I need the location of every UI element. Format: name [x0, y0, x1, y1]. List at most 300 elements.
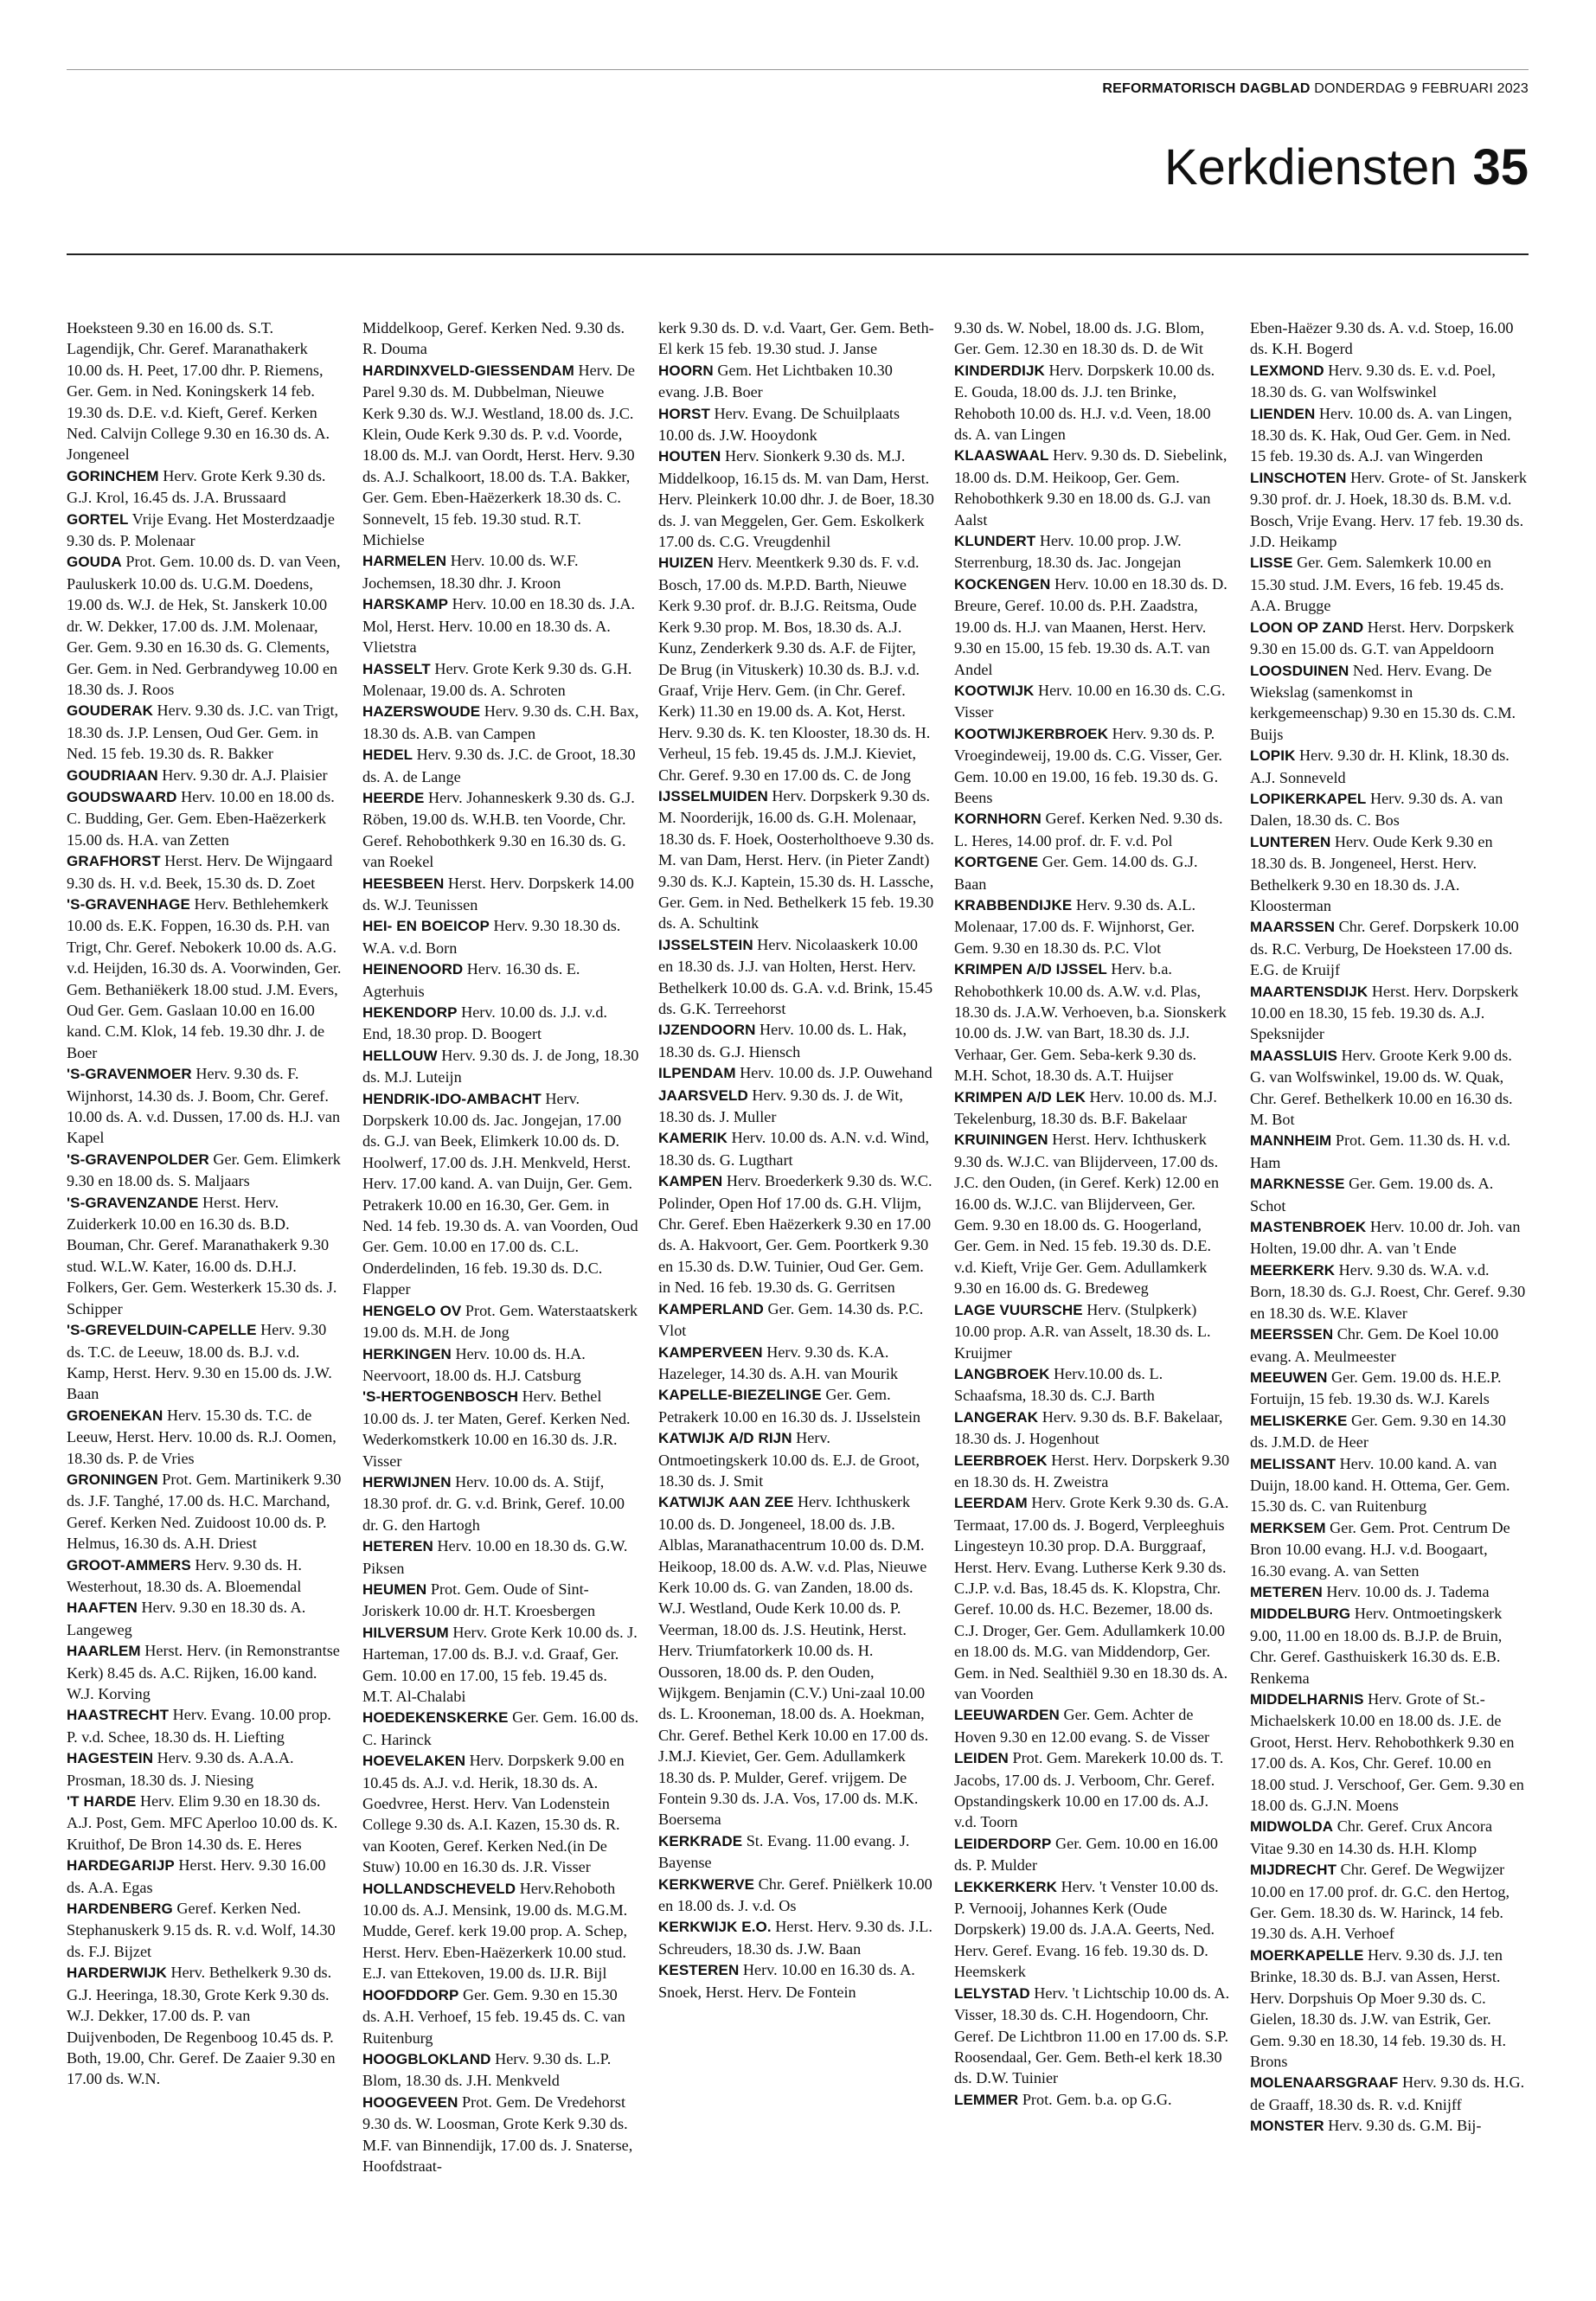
church-listing — [1250, 1945, 1527, 2072]
church-listing — [954, 445, 1231, 530]
church-listing — [954, 1747, 1231, 1833]
church-listing — [1250, 1130, 1527, 1173]
service-details: Herv. Bethel 10.00 ds. J. ter Maten, Geref. Kerken Ned. Wederkomstkerk 10.00 en 16.30 ds. J.R. Visser — [362, 1388, 631, 1470]
church-listing — [954, 1363, 1231, 1407]
service-details: Herv. Evang. De Schuilplaats 10.00 ds. J.W. Hooydonk — [658, 404, 901, 445]
church-listing — [67, 700, 343, 764]
service-details: Herv. 9.30 ds. J.C. van Trigt, 18.30 ds. J.P. Lensen, Oud Ger. Gem. in Ned. 15 feb. 19.30 ds. R. Bakker — [67, 702, 339, 763]
service-details: Herv. 9.30 ds. L.P. Blom, 18.30 ds. J.H. Menkveld — [362, 2049, 612, 2090]
place-name: KOOTWIJKERBROEK — [954, 725, 1109, 742]
place-name: MOLENAARSGRAAF — [1250, 2074, 1399, 2092]
place-name: MEERSSEN — [1250, 1326, 1334, 1343]
place-name: HILVERSUM — [362, 1624, 449, 1641]
place-name: KLAASWAAL — [954, 447, 1049, 465]
church-listing — [362, 1002, 639, 1045]
service-details: Herv. Dorpskerk 10.00 ds. E. Gouda, 18.00 ds. J.J. ten Brinke, Rehoboth 10.00 ds. H.J. v.d. Veen, 18.00 ds. A. van Lingen — [954, 361, 1215, 444]
service-details: Herv. 9.30 ds. G.M. Bij- — [1328, 2117, 1482, 2135]
place-name: IJZENDOORN — [658, 1022, 756, 1039]
service-details: Herv. 9.30 ds. F. Wijnhorst, 14.30 ds. J. Boom, Chr. Geref. 10.00 ds. A. v.d. Dussen, 17.00 ds. H.J. van Kapel — [67, 1065, 341, 1147]
service-details: Herst. Herv. 9.30 16.00 ds. A.A. Egas — [67, 1856, 326, 1896]
service-details: Ger. Gem. Elimkerk 9.30 en 18.00 ds. S. Maljaars — [67, 1150, 341, 1190]
column-5 — [1250, 317, 1527, 2290]
church-listing — [658, 1062, 935, 1084]
church-listing — [658, 1491, 935, 1830]
church-listing — [1250, 1859, 1527, 1945]
place-name: GOUDA — [67, 554, 122, 571]
church-listing — [658, 1019, 935, 1062]
service-details: Herv. Ontmoetingskerk 9.00, 11.00 en 18.00 ds. B.J.P. de Bruin, Chr. Geref. Gasthuiskerk 16.30 ds. E.B. Renkema — [1250, 1605, 1503, 1687]
place-name: 'S-GREVELDUIN-CAPELLE — [67, 1322, 257, 1339]
place-name: MOERKAPELLE — [1250, 1946, 1364, 1964]
place-name: LEERBROEK — [954, 1452, 1048, 1469]
service-details: Herv. De Parel 9.30 ds. M. Dubbelman, Nieuwe Kerk 9.30 ds. W.J. Westland, 18.00 ds. J.C. Klein, Oude Kerk 9.30 ds. P. v.d. Voorde, 18.00 ds. M.J. van Oordt, Herst. Herv. 9.30 ds. A.J. Schalkoort, 18.00 ds. T.A. Bakker, Ger. Gem. Eben-Haëzerkerk 18.30 ds. C. Sonnevelt, 15 feb. 19.30 stud. R.T. Michielse — [362, 361, 635, 549]
church-listing — [1250, 1367, 1527, 1410]
place-name: HARDERWIJK — [67, 1965, 167, 1982]
service-details: Herv. Grote- of St. Janskerk 9.30 prof. dr. J. Hoek, 18.30 ds. B.M. v.d. Bosch, Vrije Evang. Herv. 17 feb. 19.30 ds. J.D. Heikamp — [1250, 468, 1527, 551]
church-listing — [67, 551, 343, 700]
service-details: Ger. Gem. 19.00 ds. A. Schot — [1250, 1175, 1494, 1215]
place-name: GORINCHEM — [67, 467, 159, 484]
place-name: LEIDERDORP — [954, 1835, 1052, 1852]
church-listing — [1250, 1603, 1527, 1689]
church-listing — [67, 1791, 343, 1855]
church-listing — [1250, 745, 1527, 788]
church-listing — [362, 1878, 639, 1984]
place-name: MIDWOLDA — [1250, 1818, 1334, 1836]
place-name: KORTGENE — [954, 854, 1039, 871]
service-details: Herv. 10.00 en 16.30 ds. A. Snoek, Herst. Herv. De Fontein — [658, 1961, 915, 2001]
place-name: MERKSEM — [1250, 1519, 1326, 1536]
service-details: Herv. Oude Kerk 9.30 en 18.30 ds. B. Jongeneel, Herst. Herv. Bethelkerk 9.30 en 18.30 ds. J.A. Kloosterman — [1250, 832, 1493, 914]
church-listing — [1250, 1173, 1527, 1216]
church-listing — [67, 1469, 343, 1554]
service-details: Herv. 10.00 prop. J.W. Sterrenburg, 18.30 ds. Jac. Jongejan — [954, 532, 1182, 572]
service-details: Herv. Grote of St.-Michaelskerk 10.00 en 18.00 ds. J.E. de Groot, Herst. Herv. Rehobothkerk 9.30 en 17.00 ds. A. Kos, Chr. Geref. 10.00 en 18.00 stud. J. Verschoof, Ger. Gem. 9.30 en 18.00 ds. G.J.N. Moens — [1250, 1690, 1524, 1815]
church-listing — [362, 1535, 639, 1579]
church-listing — [1250, 916, 1527, 980]
place-name: HORST — [658, 405, 710, 422]
column-3 — [658, 317, 935, 2290]
place-name: LANGBROEK — [954, 1365, 1050, 1382]
service-details: Ger. Gem. 16.00 ds. C. Harinck — [362, 1708, 639, 1748]
church-listing — [954, 894, 1231, 958]
service-details: Herv. 9.30 ds. A.L. Molenaar, 17.00 ds. F. Wijnhorst, Ger. Gem. 9.30 en 18.30 ds. P.C. Vlot — [954, 895, 1196, 957]
church-listing — [658, 1384, 935, 1427]
church-listing — [67, 1962, 343, 2089]
service-details: Ger. Gem. Prot. Centrum De Bron 10.00 evang. H.J. v.d. Boogaart, 16.30 evang. A. van Setten — [1250, 1518, 1510, 1580]
service-details: Herv. 9.30 ds. H.G. de Graaff, 18.30 ds. R. v.d. Knijff — [1250, 2073, 1525, 2113]
service-details: Herv. Evang. 10.00 prop. P. v.d. Schee, 18.30 ds. H. Liefting — [67, 1706, 331, 1746]
service-details: Herv. 9.30 en 18.30 ds. A. Langeweg — [67, 1599, 306, 1638]
service-details: Herv. 10.00 en 18.30 ds. G.W. Piksen — [362, 1537, 628, 1577]
place-name: LOPIK — [1250, 747, 1296, 765]
service-details: Herst. Herv. De Wijngaard 9.30 ds. H. v.d. Beek, 15.30 ds. D. Zoet — [67, 852, 333, 892]
service-details: Herv.10.00 ds. L. Schaafsma, 18.30 ds. C.J. Barth — [954, 1364, 1163, 1405]
church-listing — [658, 1830, 935, 1874]
place-name: METEREN — [1250, 1583, 1323, 1600]
place-name: LEKKERKERK — [954, 1878, 1058, 1895]
service-details: Herv. 9.30 ds. H. Westerhout, 18.30 ds. A. Bloemendal — [67, 1555, 302, 1595]
service-details: Herv. Dorpskerk 9.30 ds. M. Noorderijk, 16.00 ds. G.H. Molenaar, 18.30 ds. F. Hoek, Oosterholthoeve 9.30 ds. M. van Dam, Herst. Herv. (in Pieter Zandt) 9.30 ds. K.J. Kaptein, 15.30 ds. H. Lassche, Ger. Gem. in Ned. Bethelkerk 15 feb. 19.30 ds. A. Schultink — [658, 786, 934, 933]
service-details: Herv. (Stulpkerk) 10.00 prop. A.R. van Asselt, 18.30 ds. L. Kruijmer — [954, 1300, 1211, 1362]
place-name: GROENEKAN — [67, 1407, 163, 1424]
church-listing — [658, 1342, 935, 1385]
place-name: HOUTEN — [658, 448, 721, 465]
place-name: GRAFHORST — [67, 853, 161, 870]
place-name: 'S-GRAVENZANDE — [67, 1194, 199, 1211]
service-details: Herst. Herv. Ichthuskerk 9.30 ds. W.J.C. van Blijderveen, 17.00 ds. J.C. den Ouden, (in Geref. Kerk) 12.00 en 16.00 ds. W.J.C. van Blijderveen, Ger. Gem. 9.30 en 18.00 ds. G. Hoogerland, Ger. Gem. in Ned. 15 feb. 19.30 ds. D.E. v.d. Kieft, Vrije Ger. Gem. Adullamkerk 9.30 en 16.00 ds. G. Bredeweg — [954, 1131, 1220, 1298]
place-name: KAMPEN — [658, 1173, 723, 1190]
section-title: Kerkdiensten — [1163, 139, 1458, 195]
church-listing — [954, 808, 1231, 851]
place-name: MIDDELBURG — [1250, 1606, 1351, 1623]
service-details: Herv. 10.00 ds. J. Tadema — [1326, 1582, 1490, 1600]
service-details: Herv. 9.30 ds. A. van Dalen, 18.30 ds. C. Bos — [1250, 789, 1503, 830]
service-details: Chr. Gem. De Koel 10.00 evang. A. Meulmeester — [1250, 1325, 1499, 1365]
service-details: Herv. 9.30 ds. W.A. v.d. Born, 18.30 ds. G.J. Roest, Chr. Geref. 9.30 en 18.30 ds. W.E. Klaver — [1250, 1260, 1526, 1322]
service-details: Herv. 9.30 ds. P. Vroegindeweij, 19.00 ds. C.G. Visser, Ger. Gem. 10.00 en 19.00, 16 feb. 19.30 ds. G. Beens — [954, 724, 1222, 806]
church-listing — [1250, 1517, 1527, 1581]
church-listing — [362, 915, 639, 958]
place-name: HEI- EN BOEICOP — [362, 918, 490, 935]
church-listing — [658, 934, 935, 1020]
service-details: Herv. 9.30 ds. T.C. de Leeuw, 18.00 ds. B.J. v.d. Kamp, Herst. Herv. 9.30 en 15.00 ds. J.W. Baan — [67, 1321, 332, 1403]
church-listing — [954, 680, 1231, 723]
service-details: Herv. 9.30 ds. D. Siebelink, 18.00 ds. D.M. Heikoop, Ger. Gem. Rehobothkerk 9.30 en 18.00 ds. G.J. van Aalst — [954, 446, 1227, 529]
church-listing — [1250, 1045, 1527, 1131]
service-details: Herv. 10.00 en 18.30 ds. J.A. Mol, Herst. Herv. 10.00 en 18.30 ds. A. Vlietstra — [362, 595, 636, 657]
service-details: Ger. Gem. 9.30 en 15.30 ds. A.H. Verhoef, 15 feb. 19.45 ds. C. van Ruitenburg — [362, 1985, 625, 2047]
place-name: KATWIJK A/D RIJN — [658, 1430, 792, 1447]
church-listing — [362, 1088, 639, 1300]
church-listing — [67, 509, 343, 552]
place-name: 'S-GRAVENPOLDER — [67, 1150, 209, 1168]
church-listing — [67, 1554, 343, 1598]
place-name: LUNTEREN — [1250, 833, 1331, 850]
place-name: LAGE VUURSCHE — [954, 1301, 1083, 1318]
place-name: HENDRIK-IDO-AMBACHT — [362, 1090, 542, 1107]
church-listing — [67, 786, 343, 850]
service-details: Herv. 9.30 18.30 ds. W.A. v.d. Born — [362, 917, 621, 957]
service-details: Prot. Gem. De Vredehorst 9.30 ds. W. Loosman, Grote Kerk 9.30 ds. M.F. van Binnendijk, 17.00 ds. J. Snaterse, Hoofdstraat- — [362, 2093, 633, 2175]
place-name: KERKRADE — [658, 1832, 743, 1849]
service-details: Ger. Gem. 9.30 en 14.30 ds. J.M.D. de Heer — [1250, 1411, 1506, 1452]
church-listing — [658, 785, 935, 934]
church-listing — [658, 1874, 935, 1917]
church-listing — [658, 552, 935, 785]
service-details: Herv. Grote Kerk 9.30 ds. G.A. Termaat, 17.00 ds. J. Bogerd, Verpleeghuis Lingesteyn 10.30 prop. D.A. Burggraaf, Herst. Herv. Evang. Lutherse Kerk 9.30 ds. C.J.P. v.d. Bas, 18.45 ds. K. Klopstra, Chr. Geref. 10.00 ds. H.C. Bezemer, 18.00 ds. C.J. Droger, Ger. Gem. Adullamkerk 10.00 en 18.00 ds. M.G. van Middendorp, Ger. Gem. in Ned. Sealthiël 9.30 en 18.30 ds. A. van Voorden — [954, 1494, 1229, 1702]
service-details: Prot. Gem. Martinikerk 9.30 ds. J.F. Tanghé, 17.00 ds. H.C. Marchand, Geref. Kerken Ned. Zuidoost 10.00 ds. P. Helmus, 16.30 ds. A.H. Driest — [67, 1470, 342, 1553]
service-details: Herv. 9.30 ds. J.J. ten Brinke, 18.30 ds. B.J. van Assen, Herst. Herv. Dorpshuis Op Moer 9.30 ds. C. Gielen, 18.30 ds. J.W. van Estrik, Ger. Gem. 9.30 en 18.30, 14 feb. 19.30 ds. H. Brons — [1250, 1945, 1507, 2070]
service-details: Chr. Geref. Pniëlkerk 10.00 en 18.00 ds. J. v.d. Os — [658, 1875, 933, 1915]
place-name: KORNHORN — [954, 811, 1042, 828]
place-name: KATWIJK AAN ZEE — [658, 1494, 794, 1511]
church-listing — [362, 1343, 639, 1387]
place-name: HAAFTEN — [67, 1599, 138, 1617]
place-name: HERKINGEN — [362, 1345, 452, 1362]
service-details: Herv. Grote Kerk 9.30 ds. G.J. Krol, 16.45 ds. J.A. Brussaard — [67, 466, 326, 507]
church-listing — [67, 1405, 343, 1469]
church-listing — [1250, 467, 1527, 553]
service-details: Ger. Gem. 14.00 ds. G.J. Baan — [954, 853, 1198, 893]
church-listing — [362, 360, 639, 551]
place-name: HOOGBLOKLAND — [362, 2050, 491, 2067]
service-details: Herv. 10.00 en 16.30 ds. C.G. Visser — [954, 681, 1226, 721]
service-details: Herst. Herv. Dorpskerk 14.00 ds. W.J. Teunissen — [362, 874, 634, 913]
listing-columns — [67, 317, 1529, 2290]
service-details: Herv. Grote Kerk 10.00 ds. J. Harteman, 17.00 ds. B.J. v.d. Graaf, Ger. Gem. 10.00 en 17.00, 15 feb. 19.45 ds. M.T. Al-Chalabi — [362, 1623, 638, 1705]
place-name: GOUDSWAARD — [67, 788, 177, 805]
church-listing — [954, 317, 1231, 360]
place-name: KAMPERLAND — [658, 1300, 764, 1317]
place-name: LEERDAM — [954, 1495, 1028, 1512]
top-rule — [67, 69, 1529, 70]
service-details: Prot. Gem. b.a. op G.G. — [1022, 2090, 1172, 2108]
place-name: HETEREN — [362, 1538, 433, 1555]
church-listing — [67, 317, 343, 465]
church-listing — [1250, 403, 1527, 467]
service-details: Herv. 't Venster 10.00 ds. P. Vernooij, Johannes Kerk (Oude Dorpskerk) 19.00 ds. J.A.A. Geerts, Ned. Herv. Geref. Evang. 16 feb. 19.30 ds. D. Heemskerk — [954, 1877, 1219, 1981]
service-details: Ger. Gem. 10.00 en 16.00 ds. P. Mulder — [954, 1834, 1218, 1875]
service-details: Herv. Groote Kerk 9.00 ds. G. van Wolfswinkel, 19.00 ds. W. Quak, Chr. Geref. Bethelkerk 10.00 en 16.30 ds. M. Bot — [1250, 1046, 1513, 1129]
church-listing — [954, 1299, 1231, 1363]
place-name: LOPIKERKAPEL — [1250, 790, 1367, 807]
church-listing — [1250, 617, 1527, 660]
place-name: HOORN — [658, 362, 714, 379]
place-name: IJSSELMUIDEN — [658, 787, 768, 804]
service-details: Herv.Rehoboth 10.00 ds. A.J. Mensink, 19.00 ds. M.G.M. Mudde, Geref. kerk 19.00 prop. A. Schep, Herst. Herv. Eben-Haëzerkerk 10.00 stud. E.J. van Ettekoven, 19.00 ds. IJ.R. Bijl — [362, 1879, 628, 1983]
place-name: HEERDE — [362, 789, 425, 806]
place-name: LISSE — [1250, 554, 1293, 572]
issue-date: DONDERDAG 9 FEBRUARI 2023 — [1314, 81, 1529, 96]
place-name: LELYSTAD — [954, 1984, 1030, 2002]
place-name: ILPENDAM — [658, 1065, 736, 1082]
place-name: MELISKERKE — [1250, 1412, 1348, 1429]
place-name: GRONINGEN — [67, 1471, 158, 1488]
church-listing — [1250, 788, 1527, 831]
service-details: Geref. Kerken Ned. Stephanuskerk 9.15 ds. R. v.d. Wolf, 14.30 ds. F.J. Bijzet — [67, 1900, 336, 1960]
church-listing — [67, 1149, 343, 1192]
service-details: Ger. Gem. Salemkerk 10.00 en 15.30 stud. J.M. Evers, 16 feb. 19.45 ds. A.A. Brugge — [1250, 554, 1504, 615]
church-listing — [1250, 1216, 1527, 1259]
service-details: Eben-Haëzer 9.30 ds. A. v.d. Stoep, 16.00 ds. K.H. Bogerd — [1250, 319, 1514, 358]
church-listing — [362, 550, 639, 593]
service-details: Herst. Herv. Dorpskerk 10.00 en 18.30, 15 feb. 19.30 ds. A.J. Speksnijder — [1250, 982, 1519, 1043]
church-listing — [362, 1300, 639, 1343]
service-details: Herst. Herv. Zuiderkerk 10.00 en 16.30 ds. B.D. Bouman, Chr. Geref. Maranathakerk 9.30 stud. W.L.W. Kater, 16.00 ds. D.H.J. Folkers, Ger. Gem. Westerkerk 15.30 ds. J. Schipper — [67, 1193, 337, 1317]
place-name: HARSKAMP — [362, 596, 449, 613]
place-name: 'T HARDE — [67, 1793, 137, 1811]
place-name: MARKNESSE — [1250, 1176, 1345, 1193]
place-name: MAARSSEN — [1250, 919, 1336, 936]
church-listing — [954, 1450, 1231, 1493]
service-details: Herst. Herv. 9.30 ds. J.L. Schreuders, 18.30 ds. J.W. Baan — [658, 1918, 933, 1958]
church-listing — [954, 2089, 1231, 2111]
church-listing — [954, 1704, 1231, 1747]
service-details: Ger. Gem. Achter de Hoven 9.30 en 12.00 evang. S. de Visser — [954, 1706, 1210, 1746]
church-listing — [362, 1622, 639, 1708]
place-name: 'S-GRAVENMOER — [67, 1066, 192, 1083]
service-details: 9.30 ds. W. Nobel, 18.00 ds. J.G. Blom, Ger. Gem. 12.30 en 18.30 ds. D. de Wit — [954, 319, 1205, 358]
place-name: LEXMOND — [1250, 362, 1324, 379]
church-listing — [362, 1471, 639, 1535]
service-details: Herv. 9.30 ds. E. v.d. Poel, 18.30 ds. G. van Wolfswinkel — [1250, 361, 1496, 401]
place-name: KESTEREN — [658, 1962, 740, 1979]
place-name: KERKWERVE — [658, 1875, 755, 1893]
place-name: MONSTER — [1250, 2118, 1324, 2135]
service-details: Prot. Gem. 10.00 ds. D. van Veen, Pauluskerk 10.00 ds. U.G.M. Doedens, 19.00 ds. W.J. de Hek, St. Janskerk 10.00 dr. W. Dekker, 17.00 ds. J.M. Molenaar, Ger. Gem. 9.30 en 16.30 ds. G. Clements, Ger. Gem. in Ned. Gerbrandyweg 10.00 en 18.30 ds. J. Roos — [67, 553, 341, 698]
church-listing — [362, 2092, 639, 2177]
church-listing — [1250, 2115, 1527, 2137]
place-name: KINDERDIJK — [954, 362, 1045, 379]
place-name: GOUDRIAAN — [67, 766, 158, 784]
church-listing — [954, 851, 1231, 894]
place-name: KAMPERVEEN — [658, 1343, 763, 1361]
place-name: HARDENBERG — [67, 1900, 173, 1918]
place-name: HARMELEN — [362, 553, 447, 570]
church-listing — [362, 2048, 639, 2092]
service-details: Herv. 10.00 ds. W.F. Jochemsen, 18.30 dhr. J. Kroon — [362, 552, 579, 592]
place-name: LANGERAK — [954, 1408, 1039, 1426]
service-details: Herv. 10.00 kand. A. van Duijn, 18.00 kand. H. Ottema, Ger. Gem. 15.30 ds. C. van Ruitenburg — [1250, 1454, 1510, 1516]
place-name: LEEUWARDEN — [954, 1707, 1060, 1724]
service-details: Herv. 9.30 ds. J. de Wit, 18.30 ds. J. Muller — [658, 1086, 903, 1126]
service-details: Herv. 't Lichtschip 10.00 ds. A. Visser, 18.30 ds. C.H. Hogendoorn, Chr. Geref. De Lichtbron 11.00 en 17.00 ds. S.P. Roosendaal, Ger. Gem. Beth-el kerk 18.30 ds. D.W. Tuinier — [954, 1984, 1230, 2087]
service-details: Herv. Bethelkerk 9.30 ds. G.J. Heeringa, 18.30, Grote Kerk 9.30 ds. W.J. Dekker, 17.00 ds. P. van Duijvenboden, De Regenboog 10.45 ds. P. Both, 19.00, Chr. Geref. De Zaaier 9.30 en 17.00 ds. W.N. — [67, 1964, 336, 2088]
service-details: Herv. 9.30 ds. J. de Jong, 18.30 ds. M.J. Luteijn — [362, 1046, 639, 1086]
place-name: HAGESTEIN — [67, 1750, 154, 1767]
place-name: LEIDEN — [954, 1750, 1009, 1767]
church-listing — [67, 850, 343, 894]
church-listing — [362, 1386, 639, 1471]
church-listing — [954, 360, 1231, 445]
church-listing — [67, 465, 343, 509]
church-listing — [362, 701, 639, 744]
service-details: Prot. Gem. Waterstaatskerk 19.00 ds. M.H. de Jong — [362, 1301, 638, 1342]
church-listing — [954, 574, 1231, 680]
church-listing — [658, 1298, 935, 1342]
church-listing — [67, 1319, 343, 1405]
place-name: HEKENDORP — [362, 1004, 458, 1021]
church-listing — [362, 1707, 639, 1750]
service-details: Herv. 9.30 ds. K.A. Hazeleger, 14.30 ds. A.H. van Mourik — [658, 1343, 899, 1382]
place-name: HAZERSWOUDE — [362, 703, 481, 721]
church-listing — [67, 1192, 343, 1319]
place-name: MEEUWEN — [1250, 1368, 1328, 1386]
service-details: Herv. 10.00 ds. H.A. Neervoort, 18.00 ds. H.J. Catsburg — [362, 1344, 586, 1384]
service-details: Ger. Gem. 19.00 ds. H.E.P. Fortuijn, 15 feb. 19.30 ds. W.J. Karels — [1250, 1368, 1502, 1408]
place-name: 'S-GRAVENHAGE — [67, 895, 190, 913]
service-details: Herv. Ichthuskerk 10.00 ds. D. Jongeneel, 18.00 ds. J.B. Alblas, Maranathacentrum 10.00 ds. D.M. Heikoop, 18.00 ds. A.W. v.d. Plas, Nieuwe Kerk 10.00 ds. G. van Zanden, 18.00 ds. W.J. Westland, Oude Kerk 10.00 ds. P. Veerman, 18.00 ds. J.S. Heutink, Herst. Herv. Triumfatorkerk 10.00 ds. H. Oussoren, 18.00 ds. P. den Ouden, Wijkgem. Benjamin (C.V.) Uni-zaal 10.00 ds. L. Krooneman, 18.00 ds. A. Hoekman, Chr. Geref. Bethel Kerk 10.00 en 17.00 ds. J.M.J. Kieviet, Ger. Gem. Adullamkerk 18.30 ds. P. Mulder, Geref. vrijgem. De Fontein 9.30 ds. J.A. Vos, 17.00 ds. M.K. Boersema — [658, 1493, 929, 1829]
church-listing — [658, 1427, 935, 1491]
place-name: HEDEL — [362, 747, 413, 764]
place-name: LOOSDUINEN — [1250, 662, 1349, 679]
church-listing — [1250, 1581, 1527, 1603]
service-details: Herv. b.a. Rehobothkerk 10.00 ds. A.W. v.d. Plas, 18.30 ds. J.A.W. Verhoeven, b.a. Sionskerk 10.00 ds. J.W. van Bart, 18.30 ds. J.J. Verhaar, Ger. Gem. Seba-kerk 9.30 ds. M.H. Schot, 18.30 ds. A.T. Huijser — [954, 960, 1227, 1085]
church-listing — [954, 1833, 1231, 1876]
service-details: Middelkoop, Geref. Kerken Ned. 9.30 ds. R. Douma — [362, 319, 625, 358]
place-name: KAPELLE-BIEZELINGE — [658, 1387, 822, 1404]
place-name: MASTENBROEK — [1250, 1219, 1367, 1236]
service-details: Herv. 9.30 dr. A.J. Plaisier — [162, 766, 328, 784]
service-details: Herv. Dorpskerk 10.00 ds. Jac. Jongejan, 17.00 ds. G.J. van Beek, Elimkerk 10.00 ds. D. Hoolwerf, 17.00 ds. J.H. Menkveld, Herst. Herv. 17.00 kand. A. van Duijn, Ger. Gem. Petrakerk 10.00 en 16.30, Ger. Gem. in Ned. 14 feb. 19.30 ds. A. van Voorden, Oud Ger. Gem. 10.00 en 17.00 ds. C.L. Onderdelinden, 16 feb. 19.30 ds. D.C. Flapper — [362, 1089, 638, 1298]
column-2 — [362, 317, 639, 2290]
place-name: LOON OP ZAND — [1250, 619, 1364, 636]
church-listing — [67, 1597, 343, 1640]
service-details: kerk 9.30 ds. D. v.d. Vaart, Ger. Gem. Beth-El kerk 15 feb. 19.30 stud. J. Janse — [658, 319, 934, 358]
service-details: Herv. 10.00 ds. A.N. v.d. Wind, 18.30 ds. G. Lugthart — [658, 1129, 930, 1169]
church-listing — [1250, 981, 1527, 1045]
church-listing — [1250, 317, 1527, 360]
place-name: HERWIJNEN — [362, 1473, 452, 1490]
church-listing — [362, 1045, 639, 1088]
place-name: HOOFDDORP — [362, 1986, 459, 2003]
service-details: Herv. 15.30 ds. T.C. de Leeuw, Herst. Herv. 10.00 ds. R.J. Oomen, 18.30 ds. P. de Vries — [67, 1406, 337, 1467]
place-name: HEUMEN — [362, 1580, 427, 1598]
place-name: KRUININGEN — [954, 1131, 1048, 1149]
place-name: KERKWIJK E.O. — [658, 1919, 772, 1936]
service-details: Herv. 9.30 ds. A.A.A. Prosman, 18.30 ds. J. Niesing — [67, 1749, 294, 1789]
place-name: MANNHEIM — [1250, 1132, 1332, 1150]
church-listing — [658, 360, 935, 403]
church-listing — [1250, 1324, 1527, 1367]
service-details: Herv. Ontmoetingskerk 10.00 ds. E.J. de Groot, 18.30 ds. J. Smit — [658, 1429, 920, 1490]
service-details: Herv. 10.00 en 18.00 ds. C. Budding, Ger. Gem. Eben-Haëzerkerk 15.00 ds. H.A. van Zetten — [67, 787, 335, 849]
service-details: Ned. Herv. Evang. De Wiekslag (samenkomst in kerkgemeenschap) 9.30 en 15.30 ds. C.M. Buijs — [1250, 661, 1516, 743]
place-name: HELLOUW — [362, 1047, 438, 1064]
running-header — [1102, 81, 1529, 97]
place-name: HOEVELAKEN — [362, 1753, 466, 1770]
place-name: JAARSVELD — [658, 1086, 748, 1104]
church-listing — [362, 317, 639, 360]
service-details: Herv. Grote Kerk 9.30 ds. G.H. Molenaar, 19.00 ds. A. Schroten — [362, 659, 632, 699]
place-name: LEMMER — [954, 2091, 1019, 2108]
church-listing — [362, 1750, 639, 1877]
service-details: Herv. 9.30 ds. B.F. Bakelaar, 18.30 ds. J. Hogenhout — [954, 1407, 1223, 1448]
church-listing — [67, 1704, 343, 1747]
service-details: Herv. Broederkerk 9.30 ds. W.C. Polinder, Open Hof 17.00 ds. G.H. Vlijm, Chr. Geref. Eben Haëzerkerk 9.30 en 17.00 ds. A. Hakvoort, Ger. Gem. Poortkerk 9.30 en 15.30 ds. D.W. Tuinier, Oud Ger. Gem. in Ned. 16 feb. 19.30 ds. G. Gerritsen — [658, 1172, 933, 1297]
church-listing — [1250, 2072, 1527, 2115]
church-listing — [954, 723, 1231, 809]
church-listing — [362, 958, 639, 1002]
service-details: Herv. 10.00 ds. A. van Lingen, 18.30 ds. K. Hak, Oud Ger. Gem. in Ned. 15 feb. 19.30 ds. A.J. van Wingerden — [1250, 404, 1512, 465]
place-name: HARDINXVELD-GIESSENDAM — [362, 362, 574, 379]
church-listing — [954, 1407, 1231, 1450]
church-listing — [658, 1916, 935, 1959]
church-listing — [1250, 1410, 1527, 1453]
service-details: Ger. Gem. Petrakerk 10.00 en 16.30 ds. J. IJsselstein — [658, 1386, 921, 1426]
church-listing — [1250, 660, 1527, 746]
place-name: GROOT-AMMERS — [67, 1556, 191, 1574]
service-details: Herv. Dorpskerk 9.00 en 10.45 ds. A.J. v.d. Herik, 18.30 ds. A. Goedvree, Herst. Herv. Van Lodenstein College 9.30 ds. A.I. Kazen, 15.30 ds. R. van Kooten, Geref. Kerken Ned.(in De Stuw) 10.00 en 16.30 ds. J.R. Visser — [362, 1752, 625, 1876]
service-details: Herv. 9.30 dr. H. Klink, 18.30 ds. A.J. Sonneveld — [1250, 747, 1509, 786]
church-listing — [1250, 360, 1527, 403]
church-listing — [658, 1959, 935, 2003]
place-name: GOUDERAK — [67, 702, 153, 720]
place-name: LIENDEN — [1250, 405, 1316, 422]
place-name: MELISSANT — [1250, 1455, 1336, 1472]
place-name: HASSELT — [362, 660, 431, 677]
church-listing — [1250, 552, 1527, 616]
church-listing — [1250, 1689, 1527, 1816]
service-details: Gem. Het Lichtbaken 10.30 evang. J.B. Boer — [658, 361, 893, 401]
service-details: Prot. Gem. Oude of Sint-Joriskerk 10.00 dr. H.T. Kroesbergen — [362, 1580, 596, 1620]
place-name: HAARLEM — [67, 1643, 141, 1660]
service-details: Herv. Meentkerk 9.30 ds. F. v.d. Bosch, 17.00 ds. M.P.D. Barth, Nieuwe Kerk 9.30 prof. dr. B.J.G. Reitsma, Oude Kerk 9.30 prop. M. Bos, 18.30 ds. A.J. Kunz, Zenderkerk 9.30 ds. A.F. de Fijter, De Brug (in Vituskerk) 10.30 ds. B.J. v.d. Graaf, Vrije Herv. Gem. (in Chr. Geref. Kerk) 11.30 en 19.00 ds. A. Kot, Herst. Herv. 9.30 ds. K. ten Klooster, 18.30 ds. H. Verheul, 15 feb. 19.45 ds. J.M.J. Kieviet, Chr. Geref. 9.30 en 17.00 ds. C. de Jong — [658, 554, 931, 784]
church-listing — [362, 658, 639, 702]
service-details: Herv. 10.00 en 18.30 ds. D. Breure, Geref. 10.00 ds. P.H. Zaadstra, 19.00 ds. H.J. van Maanen, Herst. Herv. 9.30 en 15.00, 15 feb. 19.30 ds. A.T. van Andel — [954, 574, 1227, 678]
church-listing — [954, 1129, 1231, 1298]
